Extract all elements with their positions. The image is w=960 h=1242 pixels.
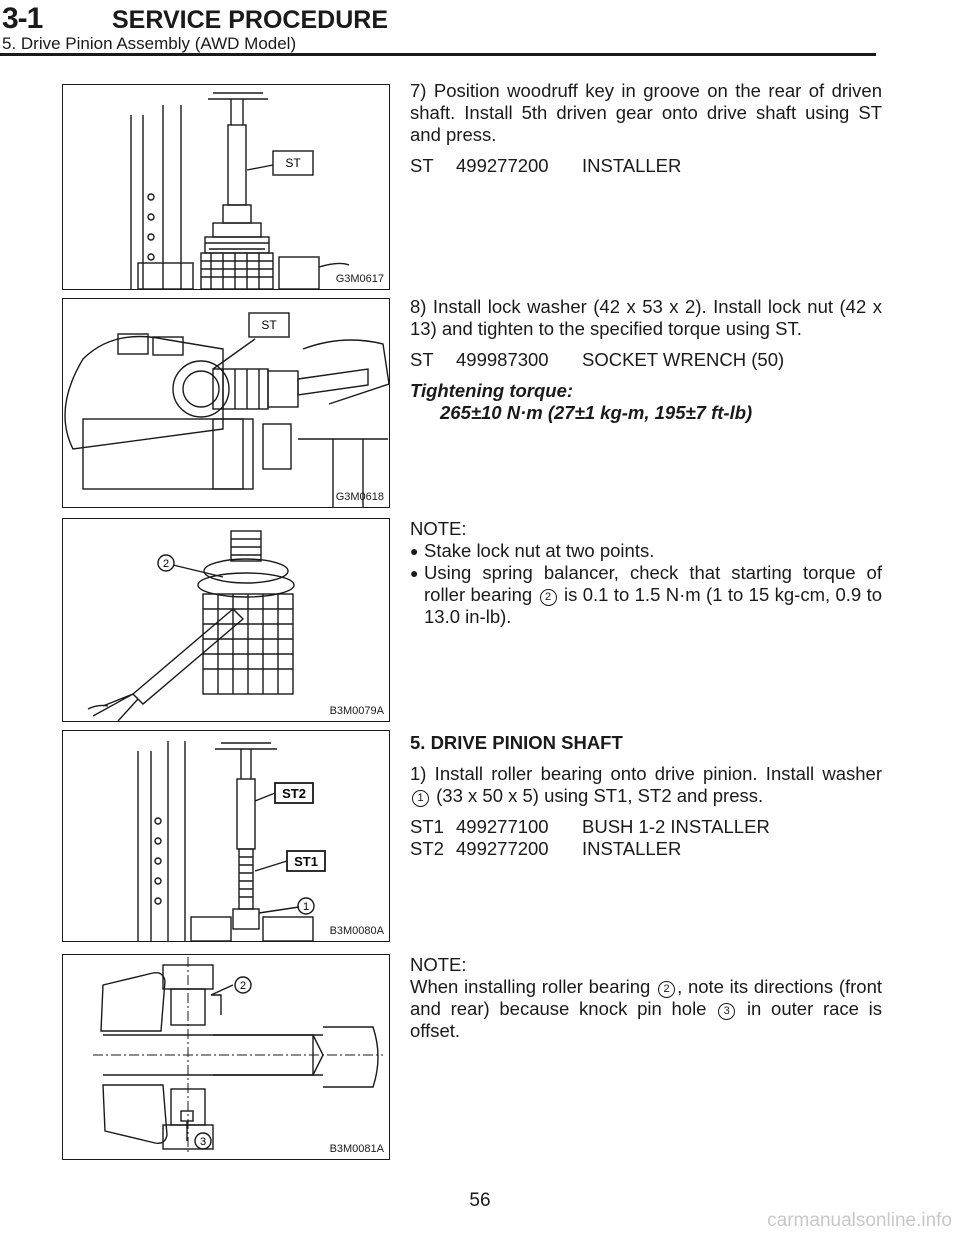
callout-2: 2 [239, 980, 247, 992]
drive-pinion-press-illustration [63, 731, 389, 941]
section-5-block [410, 732, 882, 860]
figure-b3m0081a [62, 954, 390, 1160]
tool-label: ST1 [410, 816, 444, 837]
tool-number: 499277200 [456, 155, 549, 176]
spring-balancer-illustration [63, 519, 389, 721]
section-heading: 5. DRIVE PINION SHAFT [410, 732, 623, 753]
bullet-icon: ● [410, 543, 419, 559]
tool-number: 499277200 [456, 838, 549, 859]
bullet-item [410, 562, 882, 628]
step-7-block [410, 80, 882, 177]
tool-name: INSTALLER [582, 155, 682, 176]
callout-st2: ST2 [282, 786, 306, 801]
figure-id: B3M0079A [329, 705, 384, 717]
callout-3: 3 [199, 1136, 207, 1148]
ref-number-3: 3 [718, 1003, 735, 1020]
note-text: When installing roller bearing 2 , note its directions (front and rear) because knock pin hole 3 in outer race is offset. [410, 976, 883, 1041]
figure-id: G3M0617 [335, 273, 384, 285]
torque-value: 265±10 N·m (27±1 kg-m, 195±7 ft-lb) [440, 402, 753, 423]
page-number: 56 [469, 1190, 491, 1211]
tool-row [410, 155, 882, 177]
step-8-text: 8) Install lock washer (42 x 53 x 2). Install lock nut (42 x 13) and tighten to the specified torque using ST. [410, 296, 882, 339]
tool-label: ST [410, 349, 434, 370]
tool-name: INSTALLER [582, 838, 682, 859]
tool-label: ST [410, 155, 434, 176]
header-rule [0, 53, 876, 56]
step-7-text: 7) Position woodruff key in groove on the rear of driven shaft. Install 5th driven gear onto drive shaft using ST and press. [410, 80, 882, 145]
section-subtitle: 5. Drive Pinion Assembly (AWD Model) [2, 34, 297, 53]
tool-name: SOCKET WRENCH (50) [582, 349, 785, 370]
section-title: SERVICE PROCEDURE [112, 6, 388, 34]
tool-row [410, 816, 882, 838]
figure-g3m0617 [62, 84, 390, 290]
bearing-cross-section-illustration [63, 955, 389, 1159]
socket-wrench-illustration [63, 299, 389, 507]
figure-id: G3M0618 [335, 491, 384, 503]
figure-g3m0618 [62, 298, 390, 508]
figure-id: B3M0080A [329, 925, 384, 937]
torque-label: Tightening torque: [410, 380, 574, 401]
figure-id: B3M0081A [329, 1143, 384, 1155]
bullet-text: Stake lock nut at two points. [424, 540, 655, 561]
bullet-text: Using spring balancer, check that starting torque of roller bearing 2 is 0.1 to 1.5 N·m (1 to 15 kg-cm, 0.9 to 13.0 in-lb). [424, 562, 883, 627]
watermark: carmanualsonline.info [767, 1210, 952, 1231]
tool-number: 499987300 [456, 349, 549, 370]
step-8-block [410, 296, 882, 424]
ref-number-1: 1 [412, 790, 429, 807]
tool-row [410, 838, 882, 860]
note-label: NOTE: [410, 954, 467, 975]
note-1-block [410, 518, 882, 628]
figure-b3m0080a [62, 730, 390, 942]
ref-number-2: 2 [540, 589, 557, 606]
tool-name: BUSH 1-2 INSTALLER [582, 816, 770, 837]
bullet-icon: ● [410, 565, 419, 581]
callout-st1: ST1 [294, 854, 318, 869]
tool-label: ST2 [410, 838, 444, 859]
section-number: 3-1 [2, 2, 43, 35]
note-2-block [410, 954, 882, 1042]
bullet-item [410, 540, 882, 562]
ref-number-2: 2 [658, 981, 675, 998]
note-label: NOTE: [410, 518, 467, 539]
callout-st: ST [261, 318, 277, 332]
callout-2: 2 [162, 558, 170, 570]
page-header [0, 0, 960, 58]
callout-1: 1 [302, 901, 310, 913]
step-1-text: 1) Install roller bearing onto drive pinion. Install washer 1 (33 x 50 x 5) using ST1, ST2 and press. [410, 763, 882, 806]
tool-row [410, 349, 882, 371]
tool-number: 499277100 [456, 816, 549, 837]
press-installer-illustration [63, 85, 389, 289]
callout-st: ST [285, 156, 301, 170]
figure-b3m0079a [62, 518, 390, 722]
